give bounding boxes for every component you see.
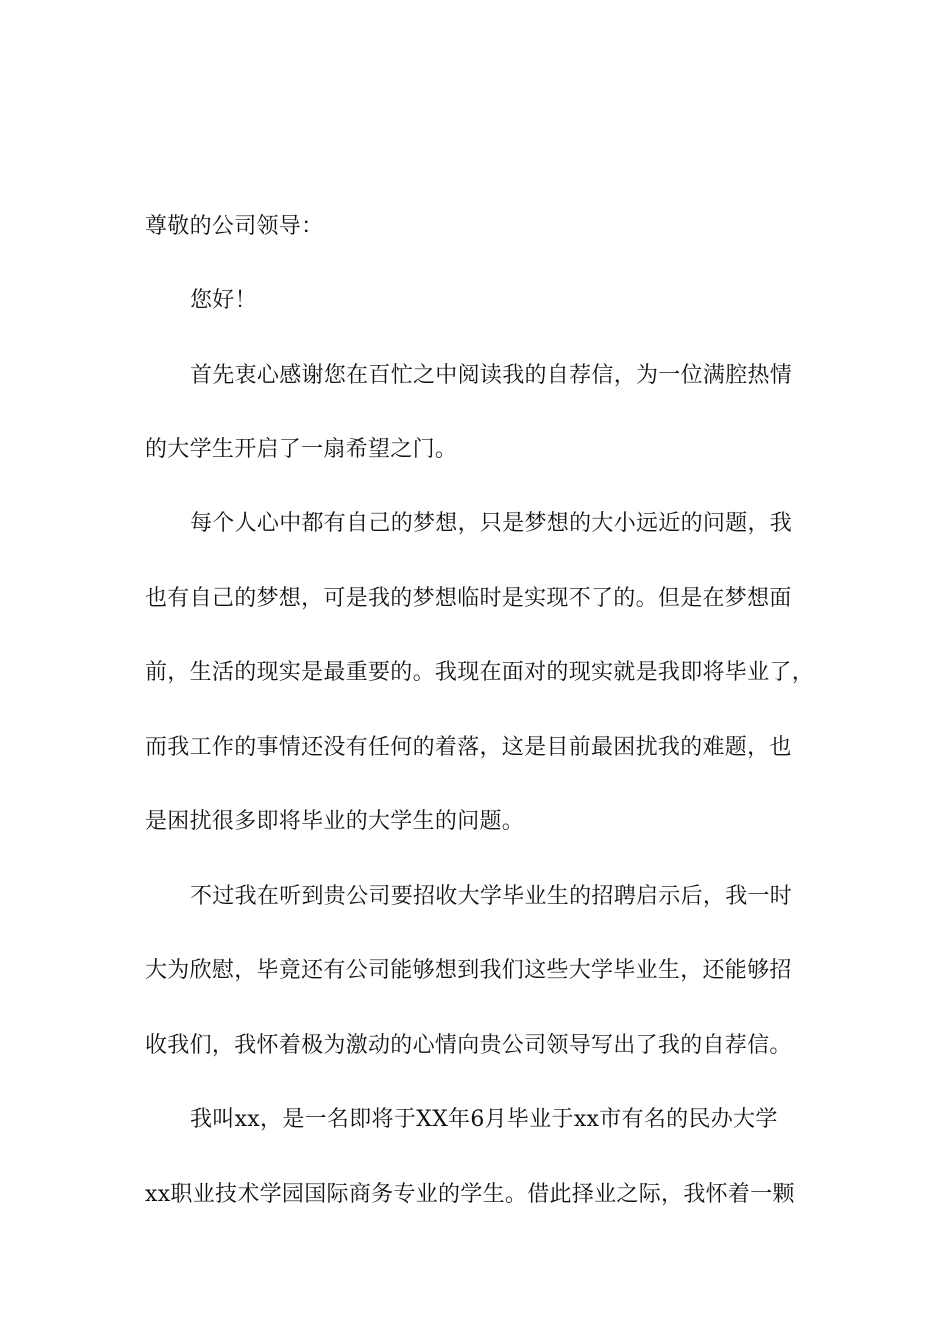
- paragraph-line: 收我们，我怀着极为激动的心情向贵公司领导写出了我的自荐信。: [145, 1033, 792, 1058]
- greeting: 您好！: [190, 288, 257, 313]
- paragraph-line: 我叫xx，是一名即将于XX年6月毕业于xx市有名的民办大学: [190, 1107, 778, 1132]
- paragraph-line: 不过我在听到贵公司要招收大学毕业生的招聘启示后，我一时: [190, 884, 793, 909]
- paragraph-line: 而我工作的事情还没有任何的着落，这是目前最困扰我的难题，也: [145, 735, 792, 760]
- paragraph-line: 是困扰很多即将毕业的大学生的问题。: [145, 809, 525, 834]
- salutation: 尊敬的公司领导：: [145, 214, 324, 239]
- paragraph-line: 每个人心中都有自己的梦想，只是梦想的大小远近的问题，我: [190, 511, 793, 536]
- paragraph-line: xx职业技术学园国际商务专业的学生。借此择业之际，我怀着一颗: [145, 1182, 795, 1207]
- paragraph-line: 大为欣慰，毕竟还有公司能够想到我们这些大学毕业生，还能够招: [145, 958, 792, 983]
- paragraph-line: 的大学生开启了一扇希望之门。: [145, 437, 458, 462]
- paragraph-line: 也有自己的梦想，可是我的梦想临时是实现不了的。但是在梦想面: [145, 586, 792, 611]
- paragraph-line: 前，生活的现实是最重要的。我现在面对的现实就是我即将毕业了，: [145, 660, 815, 685]
- paragraph-line: 首先衷心感谢您在百忙之中阅读我的自荐信，为一位满腔热情: [190, 363, 793, 388]
